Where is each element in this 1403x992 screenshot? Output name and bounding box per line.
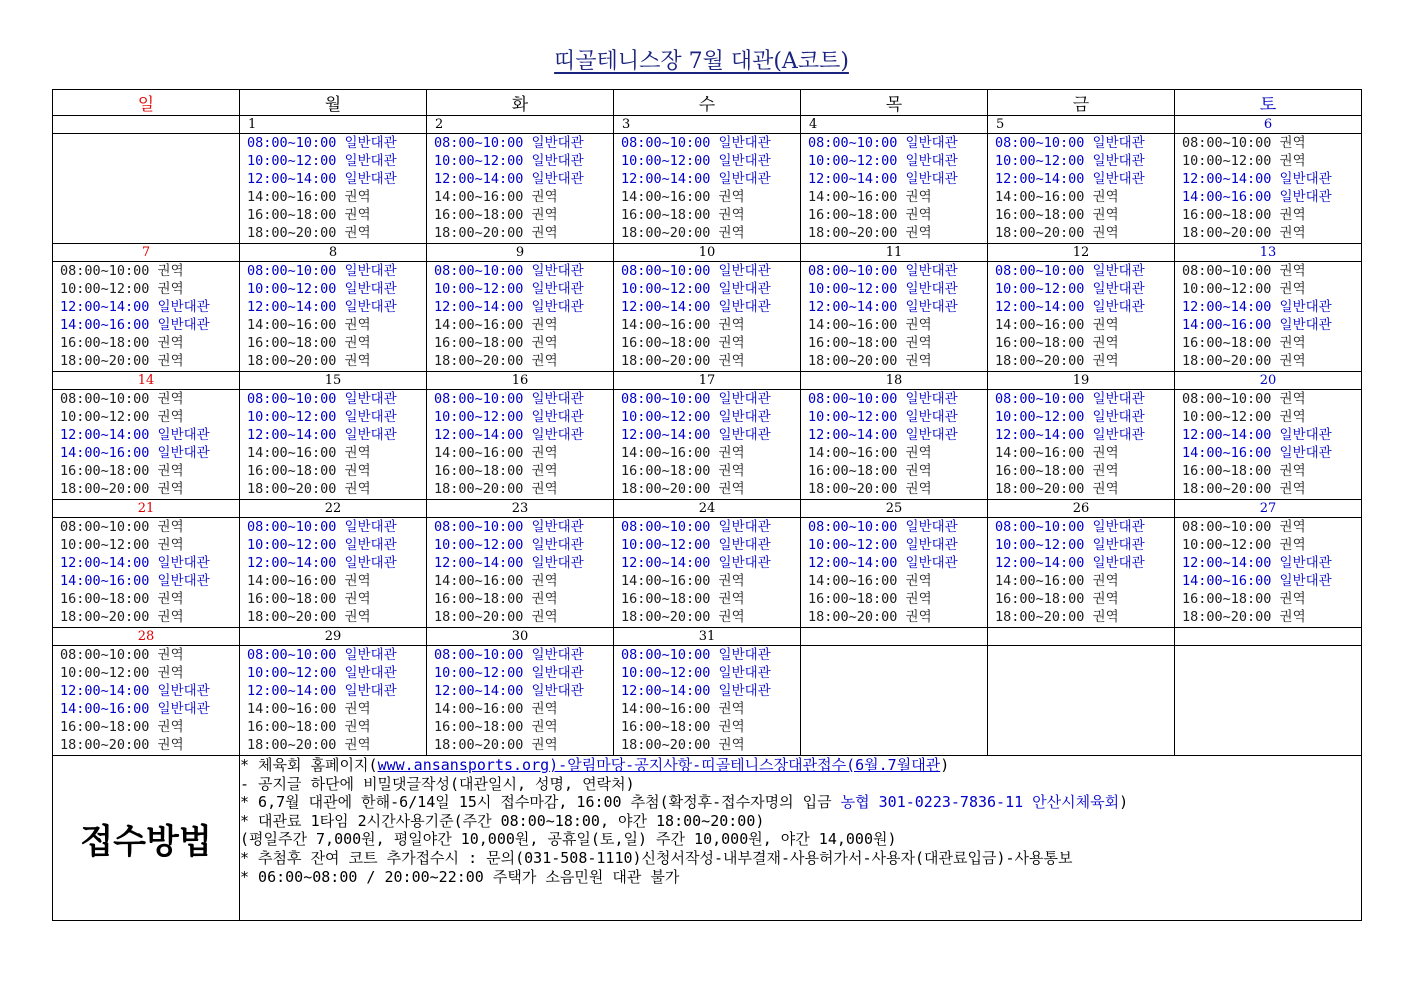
slot-general-rental: 10:00~12:00 일반대관 bbox=[247, 665, 397, 681]
slot-general-rental: 12:00~14:00 일반대관 bbox=[434, 299, 584, 315]
method-note-line bbox=[240, 830, 1361, 849]
slot-region: 18:00~20:00 권역 bbox=[434, 481, 558, 497]
slot-general-rental: 10:00~12:00 일반대관 bbox=[621, 281, 771, 297]
note-text: * 추첨후 잔여 코트 추가접수시 : 문의(031-508-1110)신청서작성-내부결재-사용허가서-사용자(대관료입금)-사용통보 bbox=[240, 848, 1073, 867]
slot-region: 16:00~18:00 권역 bbox=[60, 719, 184, 735]
day-slots-cell bbox=[614, 646, 801, 756]
slot-region: 16:00~18:00 권역 bbox=[808, 591, 932, 607]
slot-region: 08:00~10:00 권역 bbox=[1182, 135, 1306, 151]
slot-general-rental: 08:00~10:00 일반대관 bbox=[995, 391, 1145, 407]
slot-region: 14:00~16:00 권역 bbox=[995, 189, 1119, 205]
slot-region: 14:00~16:00 권역 bbox=[995, 445, 1119, 461]
day-slots-cell bbox=[988, 134, 1175, 244]
slot-region: 14:00~16:00 권역 bbox=[808, 189, 932, 205]
date-number-row bbox=[53, 244, 1362, 262]
slot-general-rental: 14:00~16:00 일반대관 bbox=[60, 701, 210, 717]
slot-general-rental: 10:00~12:00 일반대관 bbox=[434, 153, 584, 169]
date-number: 24 bbox=[614, 500, 801, 518]
note-text: * 06:00~08:00 / 20:00~22:00 주택가 소음민원 대관 불가 bbox=[240, 867, 680, 886]
slot-region: 14:00~16:00 권역 bbox=[621, 573, 745, 589]
day-slots-cell bbox=[614, 518, 801, 628]
day-slots-cell bbox=[53, 518, 240, 628]
slot-general-rental: 12:00~14:00 일반대관 bbox=[60, 427, 210, 443]
slot-region: 16:00~18:00 권역 bbox=[60, 591, 184, 607]
slot-region: 10:00~12:00 권역 bbox=[60, 409, 184, 425]
day-slots-cell bbox=[1175, 134, 1362, 244]
slot-region: 16:00~18:00 권역 bbox=[621, 591, 745, 607]
slot-region: 10:00~12:00 권역 bbox=[60, 537, 184, 553]
slot-general-rental: 08:00~10:00 일반대관 bbox=[621, 135, 771, 151]
day-slots-cell bbox=[427, 262, 614, 372]
slot-region: 16:00~18:00 권역 bbox=[808, 335, 932, 351]
slot-general-rental: 08:00~10:00 일반대관 bbox=[621, 263, 771, 279]
day-slots-cell bbox=[240, 646, 427, 756]
slot-general-rental: 08:00~10:00 일반대관 bbox=[434, 391, 584, 407]
date-number: 13 bbox=[1175, 244, 1362, 262]
slot-region: 16:00~18:00 권역 bbox=[1182, 463, 1306, 479]
slot-general-rental: 12:00~14:00 일반대관 bbox=[808, 299, 958, 315]
slot-region: 16:00~18:00 권역 bbox=[434, 591, 558, 607]
slot-general-rental: 14:00~16:00 일반대관 bbox=[60, 317, 210, 333]
date-number: 17 bbox=[614, 372, 801, 390]
slot-region: 18:00~20:00 권역 bbox=[434, 737, 558, 753]
date-number: 27 bbox=[1175, 500, 1362, 518]
slot-region: 18:00~20:00 권역 bbox=[1182, 353, 1306, 369]
weekday-header-tue: 화 bbox=[427, 90, 614, 116]
slot-general-rental: 12:00~14:00 일반대관 bbox=[60, 683, 210, 699]
slot-general-rental: 08:00~10:00 일반대관 bbox=[621, 391, 771, 407]
slot-region: 16:00~18:00 권역 bbox=[621, 463, 745, 479]
slot-region: 18:00~20:00 권역 bbox=[434, 609, 558, 625]
slot-row bbox=[53, 134, 1362, 244]
slot-region: 16:00~18:00 권역 bbox=[1182, 591, 1306, 607]
slot-general-rental: 12:00~14:00 일반대관 bbox=[1182, 427, 1332, 443]
slot-region: 14:00~16:00 권역 bbox=[247, 701, 371, 717]
slot-general-rental: 12:00~14:00 일반대관 bbox=[434, 555, 584, 571]
slot-region: 18:00~20:00 권역 bbox=[995, 225, 1119, 241]
day-slots-cell bbox=[1175, 262, 1362, 372]
page-title: 띠골테니스장 7월 대관(A코트) bbox=[554, 49, 849, 74]
slot-region: 18:00~20:00 권역 bbox=[434, 353, 558, 369]
slot-region: 14:00~16:00 권역 bbox=[434, 445, 558, 461]
slot-general-rental: 12:00~14:00 일반대관 bbox=[808, 555, 958, 571]
method-note-line bbox=[240, 812, 1361, 831]
slot-region: 08:00~10:00 권역 bbox=[60, 263, 184, 279]
date-number: 7 bbox=[53, 244, 240, 262]
date-number bbox=[53, 116, 240, 134]
slot-general-rental: 08:00~10:00 일반대관 bbox=[434, 519, 584, 535]
slot-general-rental: 14:00~16:00 일반대관 bbox=[60, 573, 210, 589]
slot-region: 14:00~16:00 권역 bbox=[247, 445, 371, 461]
slot-region: 18:00~20:00 권역 bbox=[60, 609, 184, 625]
weekday-header-row bbox=[53, 90, 1362, 116]
slot-region: 14:00~16:00 권역 bbox=[247, 317, 371, 333]
date-number: 31 bbox=[614, 628, 801, 646]
slot-general-rental: 12:00~14:00 일반대관 bbox=[247, 683, 397, 699]
slot-region: 08:00~10:00 권역 bbox=[1182, 263, 1306, 279]
day-slots-cell bbox=[801, 262, 988, 372]
day-slots-cell bbox=[1175, 646, 1362, 756]
date-number-row bbox=[53, 500, 1362, 518]
day-slots-cell bbox=[614, 390, 801, 500]
slot-region: 18:00~20:00 권역 bbox=[247, 481, 371, 497]
slot-general-rental: 10:00~12:00 일반대관 bbox=[621, 665, 771, 681]
day-slots-cell bbox=[801, 518, 988, 628]
weekday-header-fri: 금 bbox=[988, 90, 1175, 116]
slot-region: 16:00~18:00 권역 bbox=[808, 207, 932, 223]
slot-region: 14:00~16:00 권역 bbox=[995, 573, 1119, 589]
method-note-line bbox=[240, 775, 1361, 794]
slot-general-rental: 12:00~14:00 일반대관 bbox=[995, 427, 1145, 443]
slot-region: 14:00~16:00 권역 bbox=[808, 445, 932, 461]
slot-general-rental: 14:00~16:00 일반대관 bbox=[1182, 573, 1332, 589]
slot-general-rental: 08:00~10:00 일반대관 bbox=[247, 647, 397, 663]
slot-general-rental: 08:00~10:00 일반대관 bbox=[808, 263, 958, 279]
note-text: ) bbox=[940, 756, 950, 774]
slot-general-rental: 10:00~12:00 일반대관 bbox=[995, 281, 1145, 297]
slot-region: 16:00~18:00 권역 bbox=[995, 335, 1119, 351]
slot-general-rental: 12:00~14:00 일반대관 bbox=[808, 171, 958, 187]
date-number: 21 bbox=[53, 500, 240, 518]
slot-general-rental: 12:00~14:00 일반대관 bbox=[60, 555, 210, 571]
slot-region: 18:00~20:00 권역 bbox=[995, 609, 1119, 625]
slot-general-rental: 10:00~12:00 일반대관 bbox=[247, 281, 397, 297]
slot-region: 16:00~18:00 권역 bbox=[434, 719, 558, 735]
slot-general-rental: 12:00~14:00 일반대관 bbox=[995, 171, 1145, 187]
slot-general-rental: 08:00~10:00 일반대관 bbox=[995, 263, 1145, 279]
slot-region: 18:00~20:00 권역 bbox=[621, 481, 745, 497]
day-slots-cell bbox=[988, 646, 1175, 756]
weekday-header-mon: 월 bbox=[240, 90, 427, 116]
slot-row bbox=[53, 646, 1362, 756]
slot-region: 16:00~18:00 권역 bbox=[434, 463, 558, 479]
slot-general-rental: 10:00~12:00 일반대관 bbox=[995, 153, 1145, 169]
method-note-line bbox=[240, 756, 1361, 775]
slot-region: 16:00~18:00 권역 bbox=[434, 335, 558, 351]
day-slots-cell bbox=[427, 646, 614, 756]
slot-general-rental: 08:00~10:00 일반대관 bbox=[247, 135, 397, 151]
slot-general-rental: 10:00~12:00 일반대관 bbox=[808, 537, 958, 553]
date-number bbox=[801, 628, 988, 646]
day-slots-cell bbox=[53, 134, 240, 244]
day-slots-cell bbox=[427, 518, 614, 628]
slot-region: 10:00~12:00 권역 bbox=[1182, 281, 1306, 297]
weekday-header-wed: 수 bbox=[614, 90, 801, 116]
day-slots-cell bbox=[240, 390, 427, 500]
day-slots-cell bbox=[988, 262, 1175, 372]
date-number: 23 bbox=[427, 500, 614, 518]
slot-region: 16:00~18:00 권역 bbox=[995, 207, 1119, 223]
date-number: 26 bbox=[988, 500, 1175, 518]
date-number: 1 bbox=[240, 116, 427, 134]
day-slots-cell bbox=[614, 134, 801, 244]
slot-general-rental: 14:00~16:00 일반대관 bbox=[1182, 445, 1332, 461]
weekday-header-sat: 토 bbox=[1175, 90, 1362, 116]
slot-region: 14:00~16:00 권역 bbox=[621, 317, 745, 333]
date-number: 22 bbox=[240, 500, 427, 518]
slot-region: 18:00~20:00 권역 bbox=[247, 225, 371, 241]
slot-general-rental: 08:00~10:00 일반대관 bbox=[247, 263, 397, 279]
date-number: 11 bbox=[801, 244, 988, 262]
slot-region: 18:00~20:00 권역 bbox=[1182, 481, 1306, 497]
note-text: ) bbox=[1119, 793, 1129, 812]
day-slots-cell bbox=[1175, 390, 1362, 500]
weekday-header-sun: 일 bbox=[53, 90, 240, 116]
slot-general-rental: 12:00~14:00 일반대관 bbox=[995, 555, 1145, 571]
slot-general-rental: 12:00~14:00 일반대관 bbox=[1182, 555, 1332, 571]
day-slots-cell bbox=[53, 390, 240, 500]
date-number bbox=[988, 628, 1175, 646]
slot-general-rental: 12:00~14:00 일반대관 bbox=[247, 427, 397, 443]
slot-region: 18:00~20:00 권역 bbox=[995, 353, 1119, 369]
slot-general-rental: 12:00~14:00 일반대관 bbox=[434, 683, 584, 699]
date-number: 25 bbox=[801, 500, 988, 518]
note-text: (평일주간 7,000원, 평일야간 10,000원, 공휴일(토,일) 주간 10,000원, 야간 14,000원) bbox=[240, 830, 897, 849]
slot-general-rental: 10:00~12:00 일반대관 bbox=[995, 409, 1145, 425]
slot-general-rental: 14:00~16:00 일반대관 bbox=[1182, 317, 1332, 333]
slot-region: 10:00~12:00 권역 bbox=[1182, 153, 1306, 169]
slot-region: 16:00~18:00 권역 bbox=[247, 463, 371, 479]
slot-region: 16:00~18:00 권역 bbox=[621, 719, 745, 735]
slot-region: 18:00~20:00 권역 bbox=[808, 609, 932, 625]
method-row bbox=[53, 756, 1362, 921]
date-number-row bbox=[53, 628, 1362, 646]
date-number: 30 bbox=[427, 628, 614, 646]
day-slots-cell bbox=[988, 518, 1175, 628]
slot-general-rental: 10:00~12:00 일반대관 bbox=[247, 153, 397, 169]
slot-region: 10:00~12:00 권역 bbox=[60, 665, 184, 681]
slot-region: 18:00~20:00 권역 bbox=[60, 737, 184, 753]
date-number: 20 bbox=[1175, 372, 1362, 390]
slot-region: 16:00~18:00 권역 bbox=[247, 719, 371, 735]
slot-region: 18:00~20:00 권역 bbox=[995, 481, 1119, 497]
slot-region: 14:00~16:00 권역 bbox=[621, 189, 745, 205]
slot-general-rental: 08:00~10:00 일반대관 bbox=[434, 647, 584, 663]
slot-row bbox=[53, 262, 1362, 372]
slot-general-rental: 12:00~14:00 일반대관 bbox=[621, 555, 771, 571]
date-number-row bbox=[53, 372, 1362, 390]
slot-general-rental: 10:00~12:00 일반대관 bbox=[621, 537, 771, 553]
slot-region: 16:00~18:00 권역 bbox=[621, 207, 745, 223]
slot-region: 18:00~20:00 권역 bbox=[1182, 225, 1306, 241]
slot-general-rental: 10:00~12:00 일반대관 bbox=[434, 409, 584, 425]
day-slots-cell bbox=[427, 134, 614, 244]
slot-general-rental: 10:00~12:00 일반대관 bbox=[247, 409, 397, 425]
slot-general-rental: 12:00~14:00 일반대관 bbox=[1182, 171, 1332, 187]
slot-region: 18:00~20:00 권역 bbox=[621, 609, 745, 625]
slot-region: 14:00~16:00 권역 bbox=[247, 189, 371, 205]
slot-region: 18:00~20:00 권역 bbox=[621, 737, 745, 753]
slot-row bbox=[53, 390, 1362, 500]
slot-region: 10:00~12:00 권역 bbox=[1182, 409, 1306, 425]
date-number: 15 bbox=[240, 372, 427, 390]
day-slots-cell bbox=[240, 134, 427, 244]
slot-general-rental: 08:00~10:00 일반대관 bbox=[247, 519, 397, 535]
slot-general-rental: 12:00~14:00 일반대관 bbox=[434, 427, 584, 443]
date-number: 4 bbox=[801, 116, 988, 134]
slot-region: 18:00~20:00 권역 bbox=[247, 737, 371, 753]
date-number: 10 bbox=[614, 244, 801, 262]
slot-general-rental: 14:00~16:00 일반대관 bbox=[60, 445, 210, 461]
slot-general-rental: 10:00~12:00 일반대관 bbox=[434, 537, 584, 553]
slot-general-rental: 08:00~10:00 일반대관 bbox=[995, 519, 1145, 535]
method-notes bbox=[240, 756, 1362, 921]
slot-general-rental: 08:00~10:00 일반대관 bbox=[808, 519, 958, 535]
slot-general-rental: 12:00~14:00 일반대관 bbox=[434, 171, 584, 187]
day-slots-cell bbox=[240, 262, 427, 372]
slot-region: 16:00~18:00 권역 bbox=[995, 591, 1119, 607]
slot-general-rental: 12:00~14:00 일반대관 bbox=[247, 299, 397, 315]
slot-region: 16:00~18:00 권역 bbox=[247, 591, 371, 607]
slot-region: 18:00~20:00 권역 bbox=[434, 225, 558, 241]
day-slots-cell bbox=[614, 262, 801, 372]
slot-region: 18:00~20:00 권역 bbox=[1182, 609, 1306, 625]
slot-region: 14:00~16:00 권역 bbox=[995, 317, 1119, 333]
day-slots-cell bbox=[427, 390, 614, 500]
slot-general-rental: 10:00~12:00 일반대관 bbox=[808, 153, 958, 169]
date-number: 9 bbox=[427, 244, 614, 262]
slot-region: 16:00~18:00 권역 bbox=[247, 207, 371, 223]
date-number bbox=[1175, 628, 1362, 646]
day-slots-cell bbox=[801, 390, 988, 500]
slot-region: 18:00~20:00 권역 bbox=[60, 353, 184, 369]
slot-region: 16:00~18:00 권역 bbox=[247, 335, 371, 351]
note-text: * 체육회 홈페이지( bbox=[240, 756, 378, 774]
date-number: 3 bbox=[614, 116, 801, 134]
slot-general-rental: 12:00~14:00 일반대관 bbox=[808, 427, 958, 443]
slot-general-rental: 08:00~10:00 일반대관 bbox=[621, 519, 771, 535]
slot-general-rental: 12:00~14:00 일반대관 bbox=[621, 427, 771, 443]
date-number: 2 bbox=[427, 116, 614, 134]
slot-general-rental: 08:00~10:00 일반대관 bbox=[808, 391, 958, 407]
note-text: - 공지글 하단에 비밀댓글작성(대관일시, 성명, 연락처) bbox=[240, 774, 635, 793]
slot-region: 18:00~20:00 권역 bbox=[60, 481, 184, 497]
slot-general-rental: 12:00~14:00 일반대관 bbox=[995, 299, 1145, 315]
slot-region: 14:00~16:00 권역 bbox=[434, 317, 558, 333]
slot-region: 16:00~18:00 권역 bbox=[1182, 335, 1306, 351]
slot-region: 18:00~20:00 권역 bbox=[621, 353, 745, 369]
slot-region: 18:00~20:00 권역 bbox=[808, 481, 932, 497]
method-label: 접수방법 bbox=[53, 756, 240, 921]
slot-general-rental: 12:00~14:00 일반대관 bbox=[60, 299, 210, 315]
slot-general-rental: 10:00~12:00 일반대관 bbox=[434, 281, 584, 297]
slot-general-rental: 08:00~10:00 일반대관 bbox=[434, 135, 584, 151]
day-slots-cell bbox=[1175, 518, 1362, 628]
method-note-line bbox=[240, 868, 1361, 887]
date-number: 12 bbox=[988, 244, 1175, 262]
slot-region: 18:00~20:00 권역 bbox=[808, 353, 932, 369]
note-text: * 6,7월 대관에 한해-6/14일 15시 접수마감, 16:00 추첨(확정후-접수자명의 입금 bbox=[240, 793, 841, 812]
slot-region: 16:00~18:00 권역 bbox=[60, 463, 184, 479]
slot-general-rental: 08:00~10:00 일반대관 bbox=[434, 263, 584, 279]
slot-general-rental: 10:00~12:00 일반대관 bbox=[808, 409, 958, 425]
date-number: 8 bbox=[240, 244, 427, 262]
date-number: 28 bbox=[53, 628, 240, 646]
slot-general-rental: 12:00~14:00 일반대관 bbox=[621, 171, 771, 187]
date-number-row bbox=[53, 116, 1362, 134]
slot-region: 18:00~20:00 권역 bbox=[247, 353, 371, 369]
slot-region: 14:00~16:00 권역 bbox=[621, 445, 745, 461]
note-text: * 대관료 1타임 2시간사용기준(주간 08:00~18:00, 야간 18:00~20:00) bbox=[240, 811, 765, 830]
date-number: 19 bbox=[988, 372, 1175, 390]
slot-region: 14:00~16:00 권역 bbox=[808, 573, 932, 589]
slot-region: 14:00~16:00 권역 bbox=[621, 701, 745, 717]
day-slots-cell bbox=[988, 390, 1175, 500]
slot-region: 16:00~18:00 권역 bbox=[808, 463, 932, 479]
slot-region: 14:00~16:00 권역 bbox=[434, 701, 558, 717]
date-number: 6 bbox=[1175, 116, 1362, 134]
day-slots-cell bbox=[801, 134, 988, 244]
slot-general-rental: 10:00~12:00 일반대관 bbox=[808, 281, 958, 297]
day-slots-cell bbox=[53, 646, 240, 756]
slot-general-rental: 12:00~14:00 일반대관 bbox=[247, 555, 397, 571]
website-link[interactable]: www.ansansports.org bbox=[377, 756, 550, 774]
date-number: 14 bbox=[53, 372, 240, 390]
slot-region: 14:00~16:00 권역 bbox=[808, 317, 932, 333]
slot-general-rental: 08:00~10:00 일반대관 bbox=[995, 135, 1145, 151]
slot-region: 18:00~20:00 권역 bbox=[621, 225, 745, 241]
slot-region: 10:00~12:00 권역 bbox=[60, 281, 184, 297]
slot-region: 08:00~10:00 권역 bbox=[60, 647, 184, 663]
calendar-table bbox=[52, 89, 1362, 921]
website-link[interactable]: )-알림마당-공지사항-띠골테니스장대관접수(6월.7월대관 bbox=[549, 756, 941, 774]
slot-region: 16:00~18:00 권역 bbox=[995, 463, 1119, 479]
slot-general-rental: 08:00~10:00 일반대관 bbox=[621, 647, 771, 663]
slot-region: 08:00~10:00 권역 bbox=[60, 391, 184, 407]
slot-region: 08:00~10:00 권역 bbox=[1182, 519, 1306, 535]
slot-general-rental: 12:00~14:00 일반대관 bbox=[1182, 299, 1332, 315]
slot-region: 14:00~16:00 권역 bbox=[434, 573, 558, 589]
date-number: 29 bbox=[240, 628, 427, 646]
slot-general-rental: 12:00~14:00 일반대관 bbox=[247, 171, 397, 187]
method-note-line bbox=[240, 849, 1361, 868]
slot-general-rental: 10:00~12:00 일반대관 bbox=[434, 665, 584, 681]
slot-region: 16:00~18:00 권역 bbox=[621, 335, 745, 351]
slot-general-rental: 10:00~12:00 일반대관 bbox=[621, 409, 771, 425]
bank-account-text: 농협 301-0223-7836-11 안산시체육회 bbox=[840, 793, 1120, 812]
slot-general-rental: 12:00~14:00 일반대관 bbox=[621, 299, 771, 315]
slot-region: 16:00~18:00 권역 bbox=[60, 335, 184, 351]
slot-region: 14:00~16:00 권역 bbox=[247, 573, 371, 589]
method-note-line bbox=[240, 793, 1361, 812]
slot-general-rental: 10:00~12:00 일반대관 bbox=[995, 537, 1145, 553]
weekday-header-thu: 목 bbox=[801, 90, 988, 116]
slot-row bbox=[53, 518, 1362, 628]
slot-general-rental: 14:00~16:00 일반대관 bbox=[1182, 189, 1332, 205]
slot-general-rental: 10:00~12:00 일반대관 bbox=[621, 153, 771, 169]
date-number: 16 bbox=[427, 372, 614, 390]
slot-region: 14:00~16:00 권역 bbox=[434, 189, 558, 205]
slot-general-rental: 10:00~12:00 일반대관 bbox=[247, 537, 397, 553]
slot-region: 10:00~12:00 권역 bbox=[1182, 537, 1306, 553]
day-slots-cell bbox=[240, 518, 427, 628]
slot-region: 08:00~10:00 권역 bbox=[1182, 391, 1306, 407]
day-slots-cell bbox=[53, 262, 240, 372]
slot-region: 18:00~20:00 권역 bbox=[808, 225, 932, 241]
slot-region: 18:00~20:00 권역 bbox=[247, 609, 371, 625]
day-slots-cell bbox=[801, 646, 988, 756]
date-number: 18 bbox=[801, 372, 988, 390]
slot-general-rental: 08:00~10:00 일반대관 bbox=[808, 135, 958, 151]
slot-region: 16:00~18:00 권역 bbox=[1182, 207, 1306, 223]
slot-general-rental: 08:00~10:00 일반대관 bbox=[247, 391, 397, 407]
slot-general-rental: 12:00~14:00 일반대관 bbox=[621, 683, 771, 699]
date-number: 5 bbox=[988, 116, 1175, 134]
slot-region: 16:00~18:00 권역 bbox=[434, 207, 558, 223]
slot-region: 08:00~10:00 권역 bbox=[60, 519, 184, 535]
